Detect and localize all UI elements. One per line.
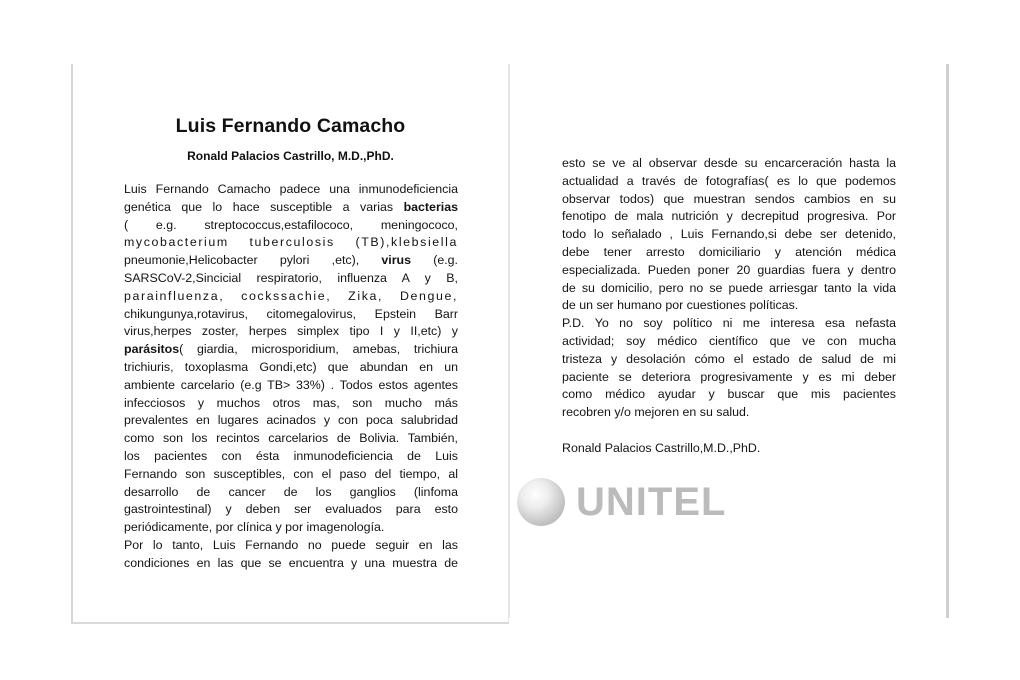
text-line: Fernando son susceptibles, con el paso del tiempo, al [124,466,458,481]
left-page [71,64,509,624]
bold-term: virus [381,253,411,268]
document-title: Luis Fernando Camacho [175,115,406,137]
text-line: prevalentes en lugares acinados y con poca salubridad [124,413,458,428]
left-body-text [124,181,458,573]
unitel-watermark [515,476,745,530]
text-line: parainfluenza, cockssachie, Zika, Dengue, [124,288,458,303]
text-line: parásitos( giardia, microsporidium, amebas, trichiura [124,342,458,357]
text-line: observar todos) que muestran sendos cambios en su [562,191,896,206]
text-line: los pacientes con ésta inmunodeficiencia de Luis [124,448,458,463]
text-line: condiciones en las que se encuentra y una muestra de [124,555,458,570]
text-line: paciente se deteriora progresivamente y es mi deber [562,369,896,384]
text-line: especializada. Pueden poner 20 guardias fuera y dentro [562,262,896,277]
text-line: gastrointestinal) y deben ser evaluados para esto [124,502,458,517]
right-page [509,64,949,618]
text-line: actividad; soy médico científico que ve con mucha [562,333,896,348]
text-line: periódicamente, por clínica y por imagenología. [124,520,385,535]
text-line: chikungunya,rotavirus, citomegalovirus, Epstein Barr [124,306,458,321]
watermark-text: UNITEL [576,480,727,524]
text-line: todo lo señalado , Luis Fernando,si debe ser detenido, [562,227,896,242]
text-line: Por lo tanto, Luis Fernando no puede seguir en las [124,537,458,552]
text-line: Luis Fernando Camacho padece una inmunodeficiencia [124,182,458,196]
text-line: debe tener arresto domiciliario y atención médica [562,244,896,259]
text-line: ambiente carcelario (e.g TB> 33%) . Todos estos agentes [124,377,458,392]
text-line: infecciosos y muchos otros mas, son mucho más [124,395,458,410]
text-line: actualidad a través de fotografías( es lo que podemos [562,173,896,188]
text-line: de un ser humano por cuestiones políticas. [562,298,799,313]
text-line: trichiuris, toxoplasma Gondi,etc) que abundan en un [124,359,458,374]
text-line: fenotipo de mala nutrición y decrepitud progresiva. Por [562,209,896,224]
text-line: genética que lo hace susceptible a varias bacterias [124,199,458,214]
text-line: tristeza y desolación cómo el estado de salud de mi [562,351,896,366]
text-line: esto se ve al observar desde su encarceración hasta la [562,156,896,170]
document-author: Ronald Palacios Castrillo, M.D.,PhD. [187,149,394,163]
text-line: como médico ayudar y buscar que mis pacientes [562,387,896,402]
right-body-text [562,155,896,458]
text-line: mycobacterium tuberculosis (TB),klebsiella [124,235,458,250]
bold-term: parásitos [124,342,180,357]
text-line: SARSCoV-2,Sincicial respiratorio, influenza A y B, [124,270,458,285]
bold-term: bacterias [403,199,458,214]
text-line: virus,herpes zoster, herpes simplex tipo I y II,etc) y [124,324,458,339]
unitel-globe-icon [517,478,565,526]
text-line: como son los recintos carcelarios de Bolivia. También, [124,431,458,446]
text-line: P.D. Yo no soy político ni me interesa esa nefasta [562,316,896,331]
text-line: desarrollo de cancer de los ganglios (linfoma [124,484,458,499]
text-line: recobren y/o mejoren en su salud. [562,405,750,420]
signature-line: Ronald Palacios Castrillo,M.D.,PhD. [562,440,761,455]
text-line: pneumonie,Helicobacter pylori ,etc), virus (e.g. [124,253,458,268]
text-line: de su domicilio, pero no se puede arriesgar tanto la vida [562,280,896,295]
text-line: ( e.g. streptococcus,estafilococo, meningococo, [124,217,458,232]
